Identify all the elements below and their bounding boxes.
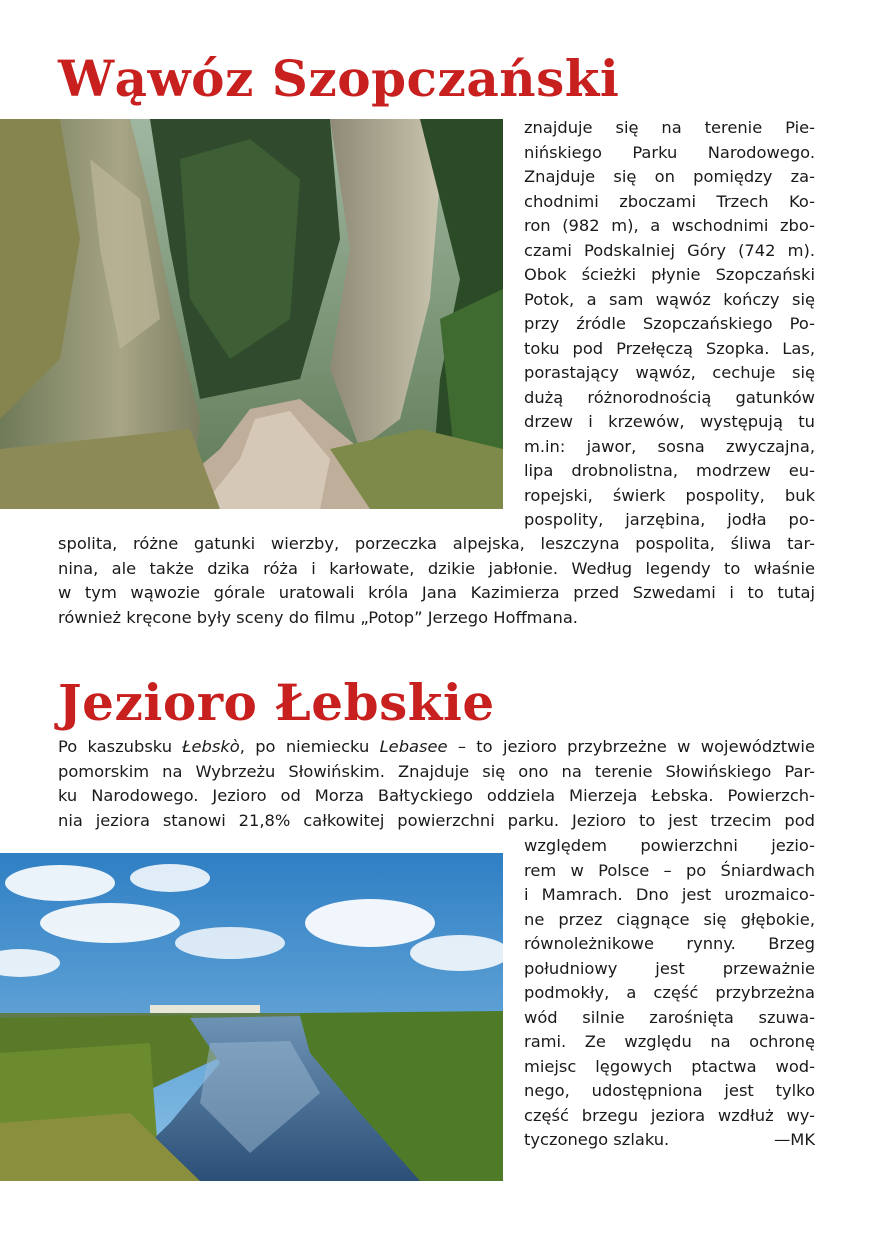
text-line: rami. Ze względu na ochronę <box>524 1032 815 1051</box>
text-line: nińskiego Parku Narodowego. <box>524 142 815 162</box>
text-line: pomorskim na Wybrzeżu Słowińskim. Znajduje się ono na terenie Słowińskiego Par- <box>58 761 815 781</box>
text-line: południowy jest przeważnie <box>524 958 815 978</box>
wawoz-side-text <box>524 116 815 533</box>
text-line: rem w Polsce – po Śniardwach <box>524 860 815 880</box>
text-line: m.in: jawor, sosna zwyczajna, <box>524 436 815 456</box>
text-line: miejsc lęgowych ptactwa wod- <box>524 1056 815 1076</box>
text-line: Obok ścieżki płynie Szopczański <box>524 265 815 284</box>
text-line: ron (982 m), a wschodnimi zbo- <box>524 216 815 235</box>
text-line: toku pod Przełęczą Szopka. Las, <box>524 338 815 358</box>
text-line: również kręcone były sceny do filmu „Potop” Jerzego Hoffmana. <box>58 607 578 627</box>
section-title-jezioro: Jezioro Łebskie <box>58 673 495 732</box>
text-line: ne przez ciągnące się głębokie, <box>524 909 815 929</box>
text-line: tyczonego szlaku. <box>524 1130 670 1149</box>
intro-line <box>58 735 815 760</box>
text-line: dużą różnorodnością gatunków <box>524 387 815 407</box>
text-line: znajduje się na terenie Pie- <box>524 118 815 137</box>
text-line: ropejski, świerk pospolity, buk <box>524 485 815 505</box>
jezioro-full-text <box>58 735 815 833</box>
text-line: drzew i krzewów, występują tu <box>524 412 815 431</box>
intro-part: Po kaszubsku <box>58 737 183 756</box>
text-line: podmokły, a część przybrzeżna <box>524 983 815 1002</box>
text-line: Potok, a sam wąwóz kończy się <box>524 289 815 309</box>
text-line: Znajduje się on pomiędzy za- <box>524 167 815 186</box>
text-line: lipa drobnolistna, modrzew eu- <box>524 461 815 480</box>
text-line: względem powierzchni jezio- <box>524 836 815 855</box>
text-line: pospolity, jarzębina, jodła po- <box>524 510 815 529</box>
mountain-gorge-photo <box>0 119 503 509</box>
text-line: równoleżnikowe rynny. Brzeg <box>524 934 815 953</box>
text-line: spolita, różne gatunki wierzby, porzeczka alpejska, leszczyna pospolita, śliwa tar- <box>58 534 815 553</box>
text-line: w tym wąwozie górale uratowali króla Jana Kazimierza przed Szwedami i to tutaj <box>58 583 815 602</box>
german-name: Lebasee <box>379 737 448 756</box>
intro-part: – to jezioro przybrzeżne w województwie <box>447 737 815 756</box>
text-line: przy źródle Szopczańskiego Po- <box>524 314 815 333</box>
text-line: i Mamrach. Dno jest urozmaico- <box>524 885 815 904</box>
jezioro-side-text <box>524 834 815 1153</box>
text-line: czami Podskalniej Góry (742 m). <box>524 240 815 260</box>
wawoz-full-text <box>58 532 815 630</box>
section-title-wawoz: Wąwóz Szopczański <box>58 49 620 108</box>
text-line: wód silnie zarośnięta szuwa- <box>524 1007 815 1027</box>
text-line: ku Narodowego. Jezioro od Morza Bałtyckiego oddziela Mierzeja Łebska. Powierzch- <box>58 786 815 805</box>
intro-part: , po niemiecku <box>239 737 380 756</box>
text-line: porastający wąwóz, cechuje się <box>524 363 815 382</box>
lake-river-photo <box>0 853 503 1181</box>
text-line: nia jeziora stanowi 21,8% całkowitej powierzchni parku. Jezioro to jest trzecim pod <box>58 810 815 830</box>
kashubian-name: Łebskò <box>182 737 240 756</box>
last-line <box>524 1128 815 1153</box>
text-line: chodnimi zboczami Trzech Ko- <box>524 191 815 211</box>
author-signature: —MK <box>773 1130 815 1149</box>
text-line: nina, ale także dzika róża i karłowate, dzikie jabłonie. Według legendy to właśnie <box>58 558 815 578</box>
text-line: nego, udostępniona jest tylko <box>524 1081 815 1100</box>
text-line: część brzegu jeziora wzdłuż wy- <box>524 1105 815 1125</box>
